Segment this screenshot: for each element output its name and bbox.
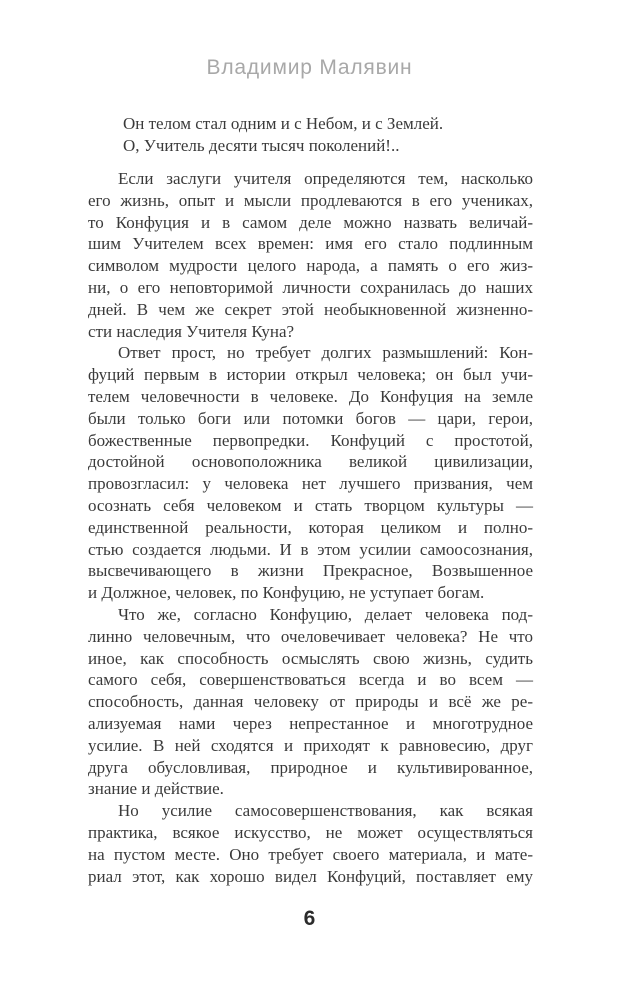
- text-line: единственной реальности, которая целиком и полно-: [88, 517, 533, 537]
- text-line: осознать себя человеком и стать творцом культуры —: [88, 495, 533, 515]
- text-line: фуций первым в истории открыл человека; он был учи-: [88, 365, 533, 385]
- text-line: на пустом месте. Оно требует своего материала, и мате-: [88, 844, 533, 864]
- text-line: дней. В чем же секрет этой необыкновенной жизненно-: [88, 299, 533, 319]
- text-line: сти наследия Учителя Куна?: [88, 321, 295, 341]
- paragraph: [88, 168, 533, 342]
- text-line: линно человечным, что очеловечивает человека? Не что: [88, 626, 533, 646]
- paragraph: [88, 342, 533, 604]
- text-line: ализуемая нами через непрестанное и многотрудное: [88, 713, 533, 733]
- text-line: знание и действие.: [88, 779, 224, 799]
- text-line: Но усилие самосовершенствования, как всякая: [118, 801, 533, 821]
- text-line: ни, о его неповторимой личности сохранилась до наших: [88, 277, 533, 297]
- text-line: друга обусловливая, природное и культивированное,: [88, 757, 533, 777]
- text-line: божественные первопредки. Конфуций с простотой,: [88, 430, 533, 450]
- text-line: достойной основоположника великой цивилизации,: [88, 452, 533, 472]
- text-line: иное, как способность осмыслять свою жизнь, судить: [88, 648, 533, 668]
- text-line: символом мудрости целого народа, а память о его жиз-: [88, 256, 533, 276]
- text-line: то Конфуция и в самом деле можно назвать величай-: [88, 212, 533, 232]
- text-line: самого себя, совершенствоваться всегда и во всем —: [88, 670, 533, 690]
- text-line: высвечивающего в жизни Прекрасное, Возвышенное: [88, 561, 533, 581]
- text-line: провозгласил: у человека нет лучшего призвания, чем: [88, 474, 533, 494]
- running-header: Владимир Малявин: [206, 56, 413, 79]
- epigraph: [123, 113, 535, 157]
- text-line: О, Учитель десяти тысяч поколений!..: [123, 135, 400, 155]
- text-line: и Должное, человек, по Конфуцию, не уступает богам.: [88, 583, 485, 603]
- paragraph: [88, 800, 533, 887]
- text-line: шим Учителем всех времен: имя его стало подлинным: [88, 234, 533, 254]
- text-line: Что же, согласно Конфуцию, делает человека под-: [118, 604, 533, 624]
- page-number: 6: [303, 907, 316, 930]
- text-line: усилие. В ней сходятся и приходят к равновесию, друг: [88, 735, 533, 755]
- paragraph: [88, 604, 533, 800]
- text-line: Если заслуги учителя определяются тем, насколько: [118, 169, 533, 188]
- text-line: Он телом стал одним и с Небом, и с Землей.: [123, 114, 444, 133]
- text-line: способность, данная человеку от природы и всё же ре-: [88, 692, 533, 712]
- text-line: его жизнь, опыт и мысли продлеваются в его учениках,: [88, 190, 533, 210]
- text-line: были только боги или потомки богов — цари, герои,: [88, 408, 533, 428]
- body-text: [88, 168, 533, 887]
- text-line: практика, всякое искусство, не может осуществляться: [88, 822, 533, 842]
- text-line: риал этот, как хорошо видел Конфуций, поставляет ему: [88, 866, 533, 886]
- text-line: стью создается людьми. И в этом усилии самоосознания,: [88, 539, 533, 559]
- text-line: Ответ прост, но требует долгих размышлений: Кон-: [118, 343, 533, 363]
- text-line: телем человечности в человеке. До Конфуция на земле: [88, 386, 533, 406]
